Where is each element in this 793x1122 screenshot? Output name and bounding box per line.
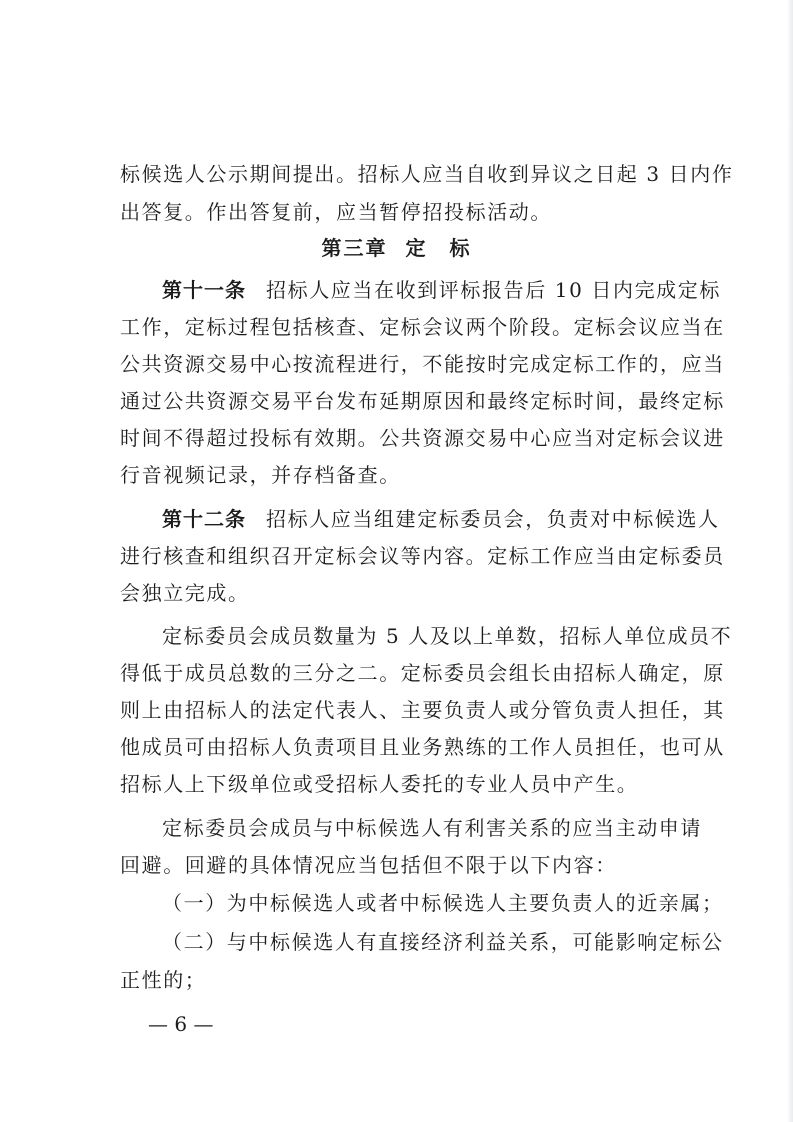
article-11-text: 招标人应当在收到评标报告后 10 日内完成定标 — [266, 278, 721, 302]
article-12-text: 招标人应当组建定标委员会，负责对中标候选人 — [266, 507, 720, 531]
paragraph-line: 通过公共资源交易平台发布延期原因和最终定标时间，最终定标 — [120, 389, 725, 413]
chapter-title: 定 标 — [405, 236, 472, 260]
paragraph-line: 工作，定标过程包括核查、定标会议两个阶段。定标会议应当在 — [120, 315, 725, 339]
paragraph-line: 行音视频记录，并存档备查。 — [120, 463, 401, 487]
paragraph-line: 进行核查和组织召开定标会议等内容。定标工作应当由定标委员 — [120, 544, 725, 568]
paragraph-line: 回避。回避的具体情况应当包括但不限于以下内容： — [120, 853, 617, 877]
paragraph-line: 公共资源交易中心按流程进行，不能按时完成定标工作的，应当 — [120, 352, 725, 376]
paragraph-line: 招标人上下级单位或受招标人委托的专业人员中产生。 — [120, 772, 639, 796]
chapter-heading — [0, 234, 793, 262]
article-11-first-line — [162, 276, 721, 304]
chapter-number: 第三章 — [321, 236, 388, 260]
paragraph-line: 定标委员会成员数量为 5 人及以上单数，招标人单位成员不 — [162, 624, 733, 648]
paragraph-line: 定标委员会成员与中标候选人有利害关系的应当主动申请 — [162, 816, 702, 840]
paragraph-line: 标候选人公示期间提出。招标人应当自收到异议之日起 3 日内作 — [120, 162, 734, 186]
article-11-label: 第十一条 — [162, 278, 246, 302]
scan-edge — [787, 0, 793, 1122]
paragraph-line: 时间不得超过投标有效期。公共资源交易中心应当对定标会议进 — [120, 426, 725, 450]
paragraph-line: 则上由招标人的法定代表人、主要负责人或分管负责人担任，其 — [120, 698, 725, 722]
list-item: （一）为中标候选人或者中标候选人主要负责人的近亲属； — [162, 891, 724, 915]
paragraph-line: 出答复。作出答复前，应当暂停招投标活动。 — [120, 200, 552, 224]
list-item-continuation: 正性的； — [120, 968, 207, 992]
page-number: — 6 — — [148, 1012, 214, 1036]
paragraph-line: 得低于成员总数的三分之二。定标委员会组长由招标人确定，原 — [120, 661, 725, 685]
paragraph-line: 会独立完成。 — [120, 581, 250, 605]
article-12-first-line — [162, 505, 720, 533]
paragraph-line: 他成员可由招标人负责项目且业务熟练的工作人员担任，也可从 — [120, 735, 725, 759]
article-12-label: 第十二条 — [162, 507, 246, 531]
list-item: （二）与中标候选人有直接经济利益关系，可能影响定标公 — [162, 930, 724, 954]
